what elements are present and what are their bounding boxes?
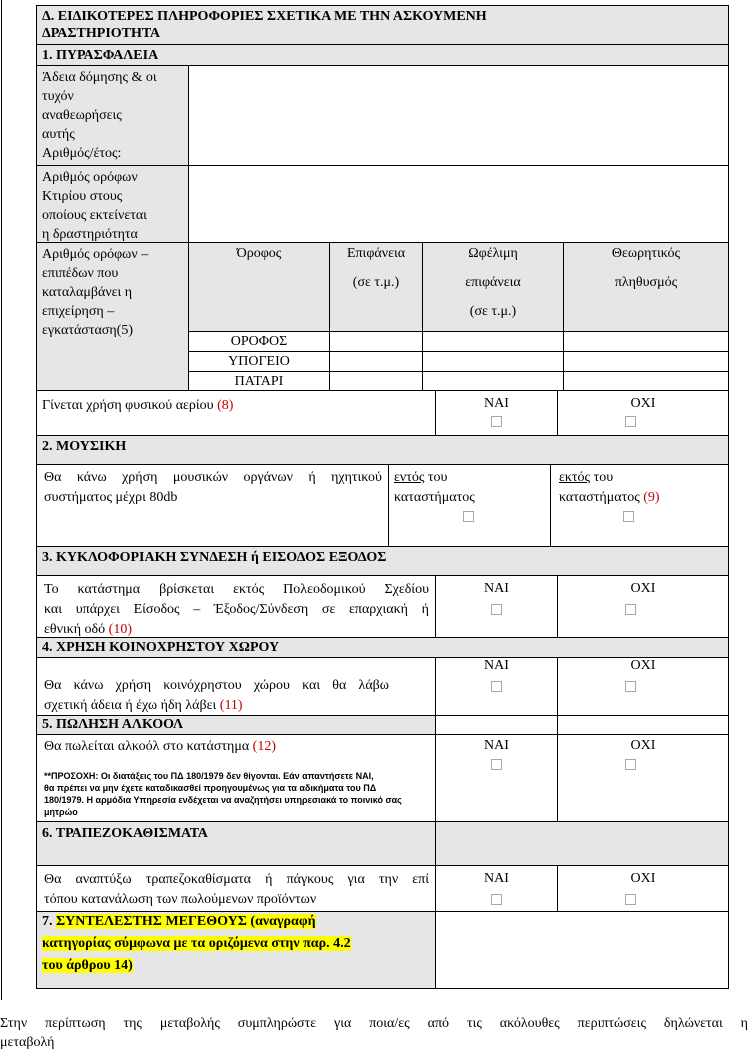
common-space-line-2-text: σχετική άδεια ή έχω ήδη λάβει — [44, 698, 217, 713]
occupied-label-4: επιχείρηση – — [42, 304, 115, 319]
alcohol-warning-1: **ΠΡΟΣΟΧΗ: Οι διατάξεις του ΠΔ 180/1979 δεν θίγονται. Εάν απαντήσετε ΝΑΙ, — [44, 771, 374, 781]
gas-label — [42, 396, 233, 415]
row-basement-population[interactable] — [563, 351, 729, 372]
common-space-no-checkbox[interactable] — [625, 681, 636, 692]
col-useful-label-3: (σε τ.μ.) — [469, 304, 517, 319]
row-mezzanine-label: ΠΑΤΑΡΙ — [234, 374, 284, 389]
row-floor-label: ΟΡΟΦΟΣ — [230, 334, 288, 349]
alcohol-warning-2: θα πρέπει να μην έχετε καταδικασθεί προηγουμένως για τα αδικήματα του ΠΔ — [44, 783, 377, 793]
permit-input-cell[interactable] — [188, 65, 729, 166]
music-label-1: Θα κάνω χρήση μουσικών οργάνων ή ηχητικού — [44, 470, 382, 485]
traffic-yes-checkbox[interactable] — [491, 604, 502, 615]
alcohol-warning-4: μητρώο — [44, 807, 78, 817]
row-floor-population[interactable] — [563, 331, 729, 352]
size-factor-line-3 — [42, 956, 133, 975]
permit-label-2: τυχόν — [42, 89, 74, 104]
section-d-title-1: Δ. ΕΙΔΙΚΟΤΕΡΕΣ ΠΛΗΡΟΦΟΡΙΕΣ ΣΧΕΤΙΚΑ ΜΕ ΤΗΝ ΑΣΚΟΥΜΕΝΗ — [42, 9, 487, 24]
tables-yes-checkbox[interactable] — [491, 894, 502, 905]
col-population-label-2: πληθυσμός — [614, 275, 678, 290]
alcohol-yes-checkbox[interactable] — [491, 759, 502, 770]
music-outside-rest: του — [593, 470, 614, 485]
alcohol-label — [44, 737, 276, 756]
occupied-label-2: επιπέδων που — [42, 266, 119, 281]
music-header — [36, 435, 729, 465]
tables-line-2: τόπου κατανάλωση των πωλούμενων προϊόντων — [44, 892, 317, 907]
alcohol-title: 5. ΠΩΛΗΣΗ ΑΛΚΟΟΛ — [42, 717, 184, 732]
occupied-label-3: καταλαμβάνει η — [42, 285, 133, 300]
row-basement-area[interactable] — [329, 351, 423, 372]
permit-label-5: Αριθμός/έτος: — [42, 146, 122, 161]
floors-label-3: οποίους εκτείνεται — [42, 208, 147, 223]
gas-yes-checkbox[interactable] — [491, 416, 502, 427]
size-factor-input[interactable] — [435, 911, 729, 989]
music-inside-label-2: καταστήματος — [394, 490, 475, 505]
size-factor-line-2 — [42, 934, 351, 953]
gas-label-text: Γίνεται χρήση φυσικού αερίου — [42, 398, 214, 413]
size-factor-number: 7. — [42, 914, 53, 929]
size-factor-line-2-text: κατηγορίας σύμφωνα με τα οριζόμενα στην παρ. 4.2 — [42, 936, 351, 951]
traffic-line-1: Το κατάστημα βρίσκεται εκτός Πολεοδομικού Σχεδίου — [44, 582, 429, 597]
music-outside-note: (9) — [643, 490, 660, 505]
col-population-label-1: Θεωρητικός — [611, 246, 681, 261]
gas-no-label: ΟΧΙ — [630, 396, 656, 411]
music-title: 2. ΜΟΥΣΙΚΗ — [42, 439, 127, 454]
alcohol-no-label: ΟΧΙ — [630, 738, 656, 753]
row-mezzanine-population[interactable] — [563, 371, 729, 391]
row-floor-useful[interactable] — [422, 331, 564, 352]
permit-label-1: Άδεια δόμησης & οι — [42, 70, 157, 85]
common-space-line-1: Θα κάνω χρήση κοινόχρηστου χώρου και θα λάβω — [44, 678, 389, 693]
traffic-title: 3. ΚΥΚΛΟΦΟΡΙΑΚΗ ΣΥΝΔΕΣΗ ή ΕΙΣΟΔΟΣ ΕΞΟΔΟΣ — [42, 550, 387, 565]
fire-safety-title: 1. ΠΥΡΑΣΦΑΛΕΙΑ — [42, 48, 159, 63]
floors-label-2: Κτιρίου στους — [42, 189, 123, 204]
tables-no-label: ΟΧΙ — [630, 871, 656, 886]
music-inside-label — [394, 468, 447, 487]
tables-title: 6. ΤΡΑΠΕΖΟΚΑΘΙΣΜΑΤΑ — [42, 826, 208, 841]
music-label-2: συστήματος μέχρι 80db — [44, 490, 178, 505]
section-d-title-2: ΔΡΑΣΤΗΡΙΟΤΗΤΑ — [42, 26, 160, 41]
common-space-title: 4. ΧΡΗΣΗ ΚΟΙΝΟΧΡΗΣΤΟΥ ΧΩΡΟΥ — [42, 640, 280, 655]
size-factor-line-3-text: του άρθρου 14) — [42, 958, 133, 973]
permit-label-4: αυτής — [42, 127, 75, 142]
common-space-line-2 — [44, 696, 243, 715]
traffic-no-checkbox[interactable] — [625, 604, 636, 615]
alcohol-label-text: Θα πωλείται αλκοόλ στο κατάστημα — [44, 739, 250, 754]
music-inside-u: εντός — [394, 470, 425, 485]
alcohol-yes-label: ΝΑΙ — [484, 738, 509, 753]
alcohol-top-yes — [435, 715, 558, 735]
permit-label-3: αναθεωρήσεις — [42, 108, 122, 123]
row-basement-useful[interactable] — [422, 351, 564, 372]
alcohol-warning-3: 180/1979. Η αρμόδια Υπηρεσία ενδέχεται να αναζητήσει υπηρεσιακά το ποινικό σας — [44, 795, 402, 805]
floors-input-cell[interactable] — [188, 165, 729, 243]
tables-header-right — [435, 821, 729, 866]
music-outside-label — [559, 468, 613, 487]
gas-yes-label: ΝΑΙ — [484, 396, 509, 411]
traffic-line-2: και υπάρχει Είσοδος – Έξοδος/Σύνδεση σε επαρχιακή ή — [44, 602, 429, 617]
row-mezzanine-area[interactable] — [329, 371, 423, 391]
alcohol-top-no — [557, 715, 729, 735]
traffic-no-label: ΟΧΙ — [630, 581, 656, 596]
col-area-label-1: Επιφάνεια — [346, 246, 406, 261]
occupied-label-1: Αριθμός ορόφων – — [42, 247, 149, 262]
size-factor-line-1 — [42, 912, 316, 931]
traffic-yes-label: ΝΑΙ — [484, 581, 509, 596]
music-outside-u: εκτός — [559, 470, 591, 485]
traffic-line-3-text: εθνική οδό — [44, 622, 106, 637]
page-margin-line — [1, 0, 2, 1000]
tables-no-checkbox[interactable] — [625, 894, 636, 905]
floors-label-1: Αριθμός ορόφων — [42, 170, 138, 185]
tables-yes-label: ΝΑΙ — [484, 871, 509, 886]
gas-no-checkbox[interactable] — [625, 416, 636, 427]
alcohol-note: (12) — [252, 739, 276, 754]
col-area-label-2: (σε τ.μ.) — [352, 275, 400, 290]
row-basement-label: ΥΠΟΓΕΙΟ — [228, 354, 290, 369]
col-useful-label-1: Ωφέλιμη — [468, 246, 518, 261]
music-inside-checkbox[interactable] — [463, 511, 474, 522]
gas-note: (8) — [217, 398, 234, 413]
common-space-yes-label: ΝΑΙ — [484, 658, 509, 673]
common-space-no-label: ΟΧΙ — [630, 658, 656, 673]
row-mezzanine-useful[interactable] — [422, 371, 564, 391]
music-outside-line2: καταστήματος — [559, 490, 640, 505]
footer-line-2: μεταβολή — [0, 1035, 55, 1050]
col-floor-label: Όροφος — [236, 246, 282, 261]
music-outside-checkbox[interactable] — [623, 511, 634, 522]
music-outside-label-2 — [559, 488, 660, 507]
traffic-note: (10) — [108, 622, 132, 637]
music-inside-rest: του — [427, 470, 448, 485]
floors-label-4: η δραστηριότητα — [42, 227, 138, 242]
row-floor-area[interactable] — [329, 331, 423, 352]
common-space-note: (11) — [219, 698, 243, 713]
size-factor-line-1-text: ΣΥΝΤΕΛΕΣΤΗΣ ΜΕΓΕΘΟΥΣ (αναγραφή — [56, 914, 316, 929]
alcohol-no-checkbox[interactable] — [625, 759, 636, 770]
col-useful-label-2: επιφάνεια — [465, 275, 521, 290]
footer-line-1: Στην περίπτωση της μεταβολής συμπληρώστε για ποια/ες από τις ακόλουθες περιπτώσεις δηλώνεται η — [0, 1016, 748, 1031]
occupied-label-5: εγκατάσταση(5) — [42, 323, 133, 338]
tables-line-1: Θα αναπτύξω τραπεζοκαθίσματα ή πάγκους για την επί — [44, 872, 429, 887]
common-space-yes-checkbox[interactable] — [491, 681, 502, 692]
